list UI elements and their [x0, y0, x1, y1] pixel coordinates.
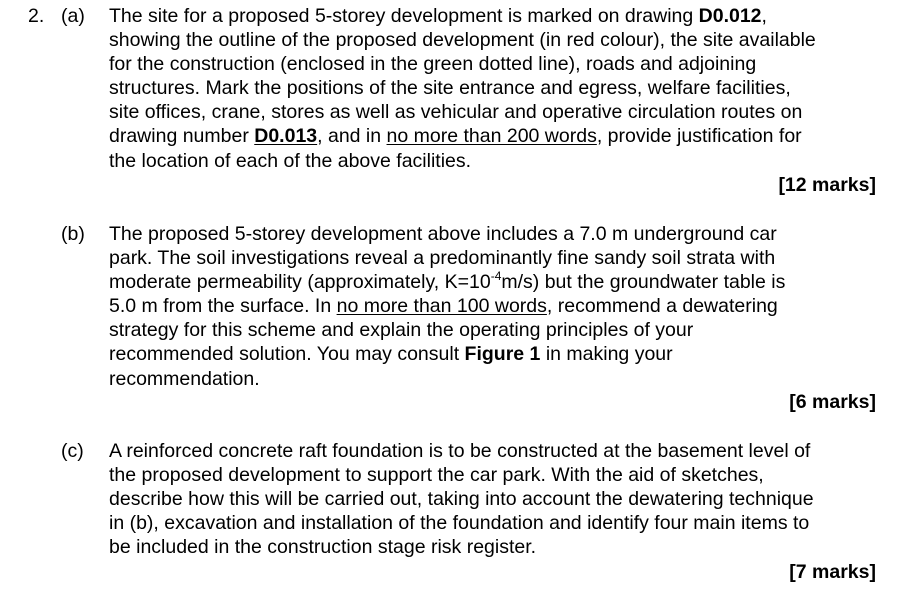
drawing-ref-d0013: D0.013 [254, 125, 318, 148]
part-b-line-3: moderate permeability (approximately, $K=10^{-4}m/s$) but the groundwater table is [109, 268, 786, 294]
part-c-marks: [7 marks] [789, 561, 876, 583]
part-c-label: (c) [61, 440, 84, 462]
part-c-text [109, 439, 889, 559]
part-a-line-7: the location of each of the above facilities. [109, 149, 472, 172]
part-b-line-4: 5.0 m from the surface. In no more than 100 words, recommend a dewatering [109, 295, 778, 318]
part-b-line-7: recommendation. [109, 367, 260, 390]
part-a-line-1: The site for a proposed 5-storey development is marked on drawing D0.012, [109, 5, 767, 27]
part-a-marks: [12 marks] [778, 174, 876, 196]
part-a-line-5: site offices, crane, stores as well as vehicular and operative circulation routes on [109, 101, 803, 124]
part-b-marks: [6 marks] [789, 391, 876, 413]
part-b-line-2: park. The soil investigations reveal a predominantly fine sandy soil strata with [109, 247, 776, 270]
word-limit-200: no more than 200 words [386, 125, 597, 148]
part-c-line-3: describe how this will be carried out, taking into account the dewatering technique [109, 488, 814, 511]
part-b-text [109, 222, 889, 391]
part-a-label: (a) [61, 5, 85, 27]
part-b-line-5: strategy for this scheme and explain the operating principles of your [109, 319, 694, 342]
word-limit-100: no more than 100 words [336, 295, 547, 318]
figure-ref: Figure 1 [464, 343, 541, 366]
part-a-line-2: showing the outline of the proposed development (in red colour), the site available [109, 29, 816, 52]
part-b-line-6: recommended solution. You may consult Figure 1 in making your [109, 343, 673, 366]
part-b-label: (b) [61, 223, 85, 245]
drawing-ref-d0012: D0.012 [698, 5, 762, 27]
part-c-line-5: be included in the construction stage risk register. [109, 536, 537, 559]
part-a-line-4: structures. Mark the positions of the site entrance and egress, welfare facilities, [109, 77, 791, 100]
part-b-line-1: The proposed 5-storey development above includes a 7.0 m underground car [109, 223, 777, 245]
part-a-line-3: for the construction (enclosed in the green dotted line), roads and adjoining [109, 53, 757, 76]
part-c-line-2: the proposed development to support the car park. With the aid of sketches, [109, 464, 764, 487]
part-a-line-6: drawing number D0.013, and in no more than 200 words, provide justification for [109, 125, 802, 148]
part-c-line-1: A reinforced concrete raft foundation is to be constructed at the basement level of [109, 440, 811, 462]
exponent: -4 [490, 268, 502, 283]
part-a-text [109, 4, 889, 173]
part-c-line-4: in (b), excavation and installation of the foundation and identify four main items to [109, 512, 810, 535]
question-number: 2. [28, 5, 45, 27]
